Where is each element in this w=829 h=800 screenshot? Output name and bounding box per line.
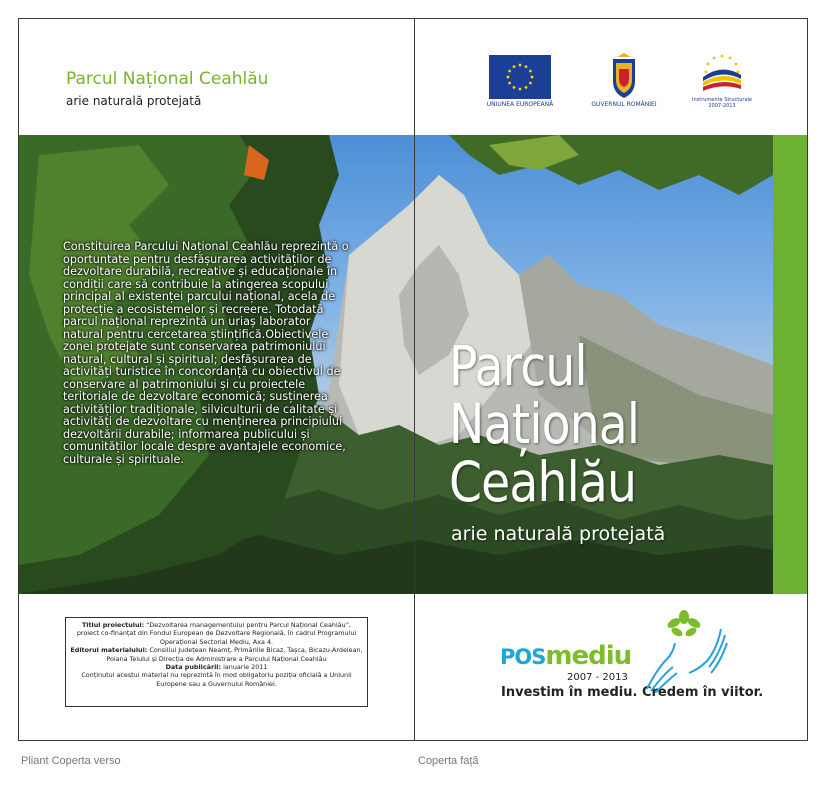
pos-text: POS	[500, 645, 546, 669]
front-title-line: Național	[449, 392, 640, 456]
info-label: Titlul proiectului:	[81, 621, 145, 629]
info-line-title	[70, 621, 363, 646]
structural-instruments-icon	[695, 53, 749, 97]
info-label: Data publicării:	[165, 663, 222, 672]
back-subtitle: arie naturală protejată	[66, 94, 202, 108]
posmediu-logo	[500, 641, 631, 671]
is-caption	[682, 97, 762, 109]
back-title: Parcul Național Ceahlău	[66, 69, 269, 89]
eu-caption: UNIUNEA EUROPEANĂ	[486, 101, 554, 108]
footer-front-cover-label: Coperta față	[418, 755, 479, 767]
accent-green-bar	[773, 135, 808, 594]
is-caption-line2: 2007-2013	[708, 103, 736, 109]
front-title	[449, 334, 640, 514]
front-title-line: Ceahlău	[449, 450, 637, 514]
eu-flag-icon	[489, 55, 551, 99]
front-title-line: Parcul	[449, 334, 587, 398]
info-label: Editorul materialului:	[70, 646, 148, 655]
front-subtitle: arie naturală protejată	[451, 523, 666, 545]
mediu-text: mediu	[545, 641, 632, 671]
info-line-date	[70, 663, 363, 671]
info-line-editor	[70, 646, 363, 663]
fold-line	[414, 19, 415, 740]
info-text: “Dezvoltarea managementului pentru Parcul Național Ceahlău”, proiect co-finanțat din Fondul European de Dezvoltare Regională, în cadrul Programului Operațional Sectorial Mediu, Axa 4.	[76, 621, 357, 646]
brochure-sheet	[18, 18, 808, 741]
gov-caption: GUVERNUL ROMÂNIEI	[591, 101, 657, 108]
posmediu-slogan: Investim în mediu. Credem în viitor.	[501, 685, 764, 700]
project-info-box	[65, 617, 368, 707]
back-description: Constituirea Parcului Național Ceahlău reprezintă o oportuntate pentru desfășurarea activităților de dezvoltare durabilă, recreative și educaționale în condiții care să contribuie la atingerea scopului principal al existenței parcului național, acela de protecție a ecosistemelor și recreere. Totodată parcul național reprezintă un uriaș laborator natural pentru cercetarea științifică.Obiectivele zonei protejate sunt conservarea patrimoniului natural, cultural și spiritual; desfășurarea de activități turistice în concordanță cu obiectivul de conservare al patrimoniului și cu proiectele teritoriale de dezvoltare economică; susținerea activităților tradiționale, silviculturii de calitate și activități de dezvoltare cu menținerea principiului dezvoltării durabile; informarea publicului și comunităților locale despre avantajele economice, culturale și spirituale.	[63, 240, 349, 466]
posmediu-years: 2007 - 2013	[567, 672, 628, 683]
info-text: Consiliul Județean Neamț, Primăriile Bicaz, Tașca, Bicazu-Ardelean, Poiana Teiului și Direcția de Administrare a Parcului Național Ceahlău	[106, 646, 363, 663]
info-text: ianuarie 2011	[221, 663, 268, 672]
footer-back-cover-label: Pliant Coperta verso	[21, 755, 121, 767]
is-caption-line1: Instrumente Structurale	[692, 97, 752, 103]
hands-leaf-icon	[637, 609, 731, 693]
info-line-disclaimer: Conținutul acestui material nu reprezintă în mod obligatoriu poziția oficială a Uniunii Europene sau a Guvernului României.	[81, 671, 352, 688]
romania-coat-of-arms-icon	[607, 53, 641, 99]
